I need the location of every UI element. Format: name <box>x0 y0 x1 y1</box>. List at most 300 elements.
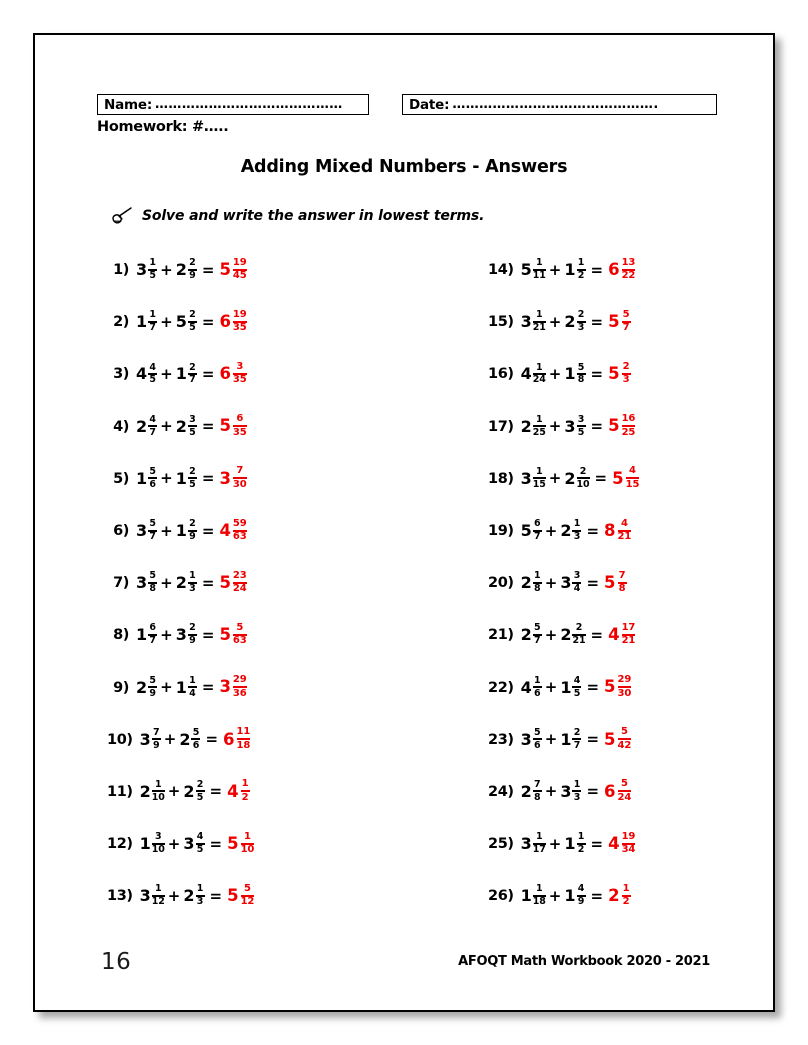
operand-b-whole: 3 <box>564 416 576 436</box>
problem-expression <box>521 467 641 491</box>
answer-whole: 8 <box>604 520 616 540</box>
fraction-denominator: 21 <box>532 322 546 334</box>
fraction-operand-a <box>533 884 546 907</box>
fraction-denominator: 6 <box>149 478 156 490</box>
fraction-numerator: 2 <box>189 309 196 321</box>
problem-expression <box>521 832 637 856</box>
fraction-denominator: 4 <box>573 583 581 595</box>
fraction-operand-b <box>188 415 197 438</box>
fraction-operand-a <box>533 780 542 803</box>
problem-expression <box>136 676 248 700</box>
fraction-numerator: 2 <box>622 360 630 372</box>
fraction-denominator: 3 <box>196 896 204 908</box>
fraction-numerator: 2 <box>196 779 204 790</box>
fraction-operand-b <box>188 258 197 281</box>
problem-row <box>488 714 777 766</box>
equals-operator: = <box>586 678 600 697</box>
answer-whole: 3 <box>219 468 231 488</box>
fraction-answer <box>626 466 640 490</box>
problem-expression <box>521 415 637 439</box>
fraction-operand-b <box>572 571 581 594</box>
fraction-answer <box>618 727 632 751</box>
fraction-numerator: 5 <box>622 308 630 320</box>
footer-note: AFOQT Math Workbook 2020 - 2021 <box>458 954 710 969</box>
answer-value <box>604 571 627 595</box>
instruction-text: Solve and write the answer in lowest terms. <box>142 208 485 224</box>
fraction-denominator: 2 <box>241 791 249 803</box>
operand-a-whole: 1 <box>139 834 151 854</box>
plus-operator: + <box>544 730 558 749</box>
fraction-denominator: 7 <box>149 322 156 334</box>
fraction-numerator: 29 <box>232 674 247 686</box>
date-label: Date: <box>409 96 450 113</box>
problem-number: 10) <box>107 731 133 748</box>
operand-b-whole: 2 <box>560 625 572 645</box>
fraction-numerator: 1 <box>573 518 581 530</box>
problem-expression <box>521 258 637 282</box>
fraction-numerator: 1 <box>536 413 543 425</box>
operand-a-whole: 3 <box>136 521 148 541</box>
fraction-denominator: 12 <box>240 896 255 908</box>
fraction-operand-a <box>152 884 165 907</box>
fraction-denominator: 8 <box>618 583 626 595</box>
problem-row <box>488 505 777 557</box>
instruction-row <box>111 207 484 225</box>
fraction-numerator: 2 <box>579 465 587 477</box>
operand-a-whole: 4 <box>136 364 148 384</box>
fraction-numerator: 4 <box>149 361 156 373</box>
problem-number: 22) <box>488 679 514 696</box>
fraction-operand-b <box>572 519 581 542</box>
equals-operator: = <box>590 260 604 279</box>
fraction-numerator: 3 <box>577 413 585 425</box>
fraction-denominator: 18 <box>532 896 546 908</box>
answer-whole: 4 <box>608 625 620 645</box>
fraction-operand-a <box>148 571 157 594</box>
problem-expression <box>521 728 633 752</box>
fraction-numerator: 2 <box>189 518 196 530</box>
equals-operator: = <box>201 364 215 383</box>
fraction-denominator: 2 <box>622 896 630 908</box>
operand-b-whole: 1 <box>175 521 187 541</box>
fraction-numerator: 1 <box>577 257 585 269</box>
plus-operator: + <box>160 364 173 383</box>
fraction-numerator: 7 <box>236 465 244 477</box>
answer-value <box>608 832 636 856</box>
operand-a-whole: 1 <box>136 468 148 488</box>
plus-operator: + <box>167 834 181 853</box>
operand-b-whole: 2 <box>560 521 572 541</box>
fraction-answer <box>233 258 247 282</box>
operand-a-whole: 2 <box>520 625 532 645</box>
problem-expression <box>136 310 248 334</box>
fraction-operand-b <box>196 832 205 855</box>
fraction-numerator: 2 <box>573 726 581 738</box>
problem-number: 19) <box>488 523 514 540</box>
answer-whole: 6 <box>604 781 616 801</box>
operand-b-whole: 5 <box>175 312 187 332</box>
fraction-denominator: 5 <box>189 478 196 490</box>
answer-value <box>604 728 632 752</box>
answer-value <box>608 362 631 386</box>
answer-value <box>219 571 247 595</box>
operand-b-whole: 2 <box>183 781 195 801</box>
fraction-operand-a <box>533 623 542 646</box>
fraction-operand-b <box>577 832 586 855</box>
fraction-numerator: 5 <box>620 726 628 738</box>
operand-a-whole: 3 <box>520 468 532 488</box>
problem-number: 20) <box>488 575 514 592</box>
fraction-denominator: 21 <box>621 635 636 647</box>
fraction-numerator: 4 <box>149 413 156 425</box>
operand-a-whole: 2 <box>139 781 151 801</box>
problem-expression <box>136 519 248 543</box>
answer-value <box>219 623 247 647</box>
problem-row <box>488 244 777 296</box>
fraction-numerator: 2 <box>189 361 196 373</box>
fraction-denominator: 3 <box>577 322 585 334</box>
fraction-denominator: 5 <box>196 791 204 803</box>
problem-expression <box>140 832 256 856</box>
problem-number: 8) <box>113 627 129 644</box>
fraction-denominator: 3 <box>189 583 196 595</box>
operand-a-whole: 3 <box>136 573 148 593</box>
fraction-numerator: 5 <box>620 778 628 790</box>
problem-row <box>107 296 406 348</box>
fraction-denominator: 2 <box>577 844 585 856</box>
operand-a-whole: 5 <box>520 521 532 541</box>
fraction-denominator: 24 <box>532 374 546 386</box>
answer-value <box>608 415 636 439</box>
problem-expression <box>136 415 248 439</box>
equals-operator: = <box>590 625 604 644</box>
fraction-numerator: 5 <box>243 882 251 894</box>
plus-operator: + <box>160 312 173 331</box>
fraction-operand-a <box>152 780 165 803</box>
fraction-denominator: 5 <box>189 426 196 438</box>
problem-row <box>488 766 777 818</box>
plus-operator: + <box>544 521 558 540</box>
problem-expression <box>521 623 637 647</box>
operand-a-whole: 1 <box>520 886 532 906</box>
operand-b-whole: 1 <box>564 260 576 280</box>
operand-a-whole: 3 <box>520 729 532 749</box>
problem-number: 16) <box>488 366 514 383</box>
fraction-denominator: 7 <box>533 531 541 543</box>
problem-expression <box>136 258 248 282</box>
fraction-operand-b <box>577 310 586 333</box>
answer-value <box>219 467 247 491</box>
operand-b-whole: 1 <box>564 886 576 906</box>
fraction-denominator: 9 <box>152 739 160 751</box>
header-fields <box>97 94 717 115</box>
fraction-operand-a <box>533 467 546 490</box>
name-field[interactable] <box>97 94 369 115</box>
pen-writing-icon <box>111 207 133 225</box>
problem-row <box>107 818 406 870</box>
answer-whole: 3 <box>219 677 231 697</box>
problem-row <box>107 662 406 714</box>
fraction-denominator: 5 <box>189 322 196 334</box>
fraction-numerator: 4 <box>577 883 585 895</box>
answer-whole: 5 <box>219 416 231 436</box>
fraction-numerator: 3 <box>189 413 196 425</box>
fraction-denominator: 35 <box>232 426 247 438</box>
problem-row <box>107 766 406 818</box>
operand-b-whole: 1 <box>175 468 187 488</box>
fraction-operand-a <box>148 415 157 438</box>
fraction-numerator: 7 <box>152 726 160 738</box>
fraction-numerator: 2 <box>189 257 196 269</box>
fraction-operand-b <box>188 623 197 646</box>
plus-operator: + <box>548 364 562 383</box>
fraction-operand-b <box>196 884 205 907</box>
answer-value <box>219 415 247 439</box>
answer-value <box>612 467 640 491</box>
fraction-denominator: 10 <box>240 844 255 856</box>
fraction-operand-b <box>577 884 586 907</box>
fraction-numerator: 4 <box>629 465 636 477</box>
answer-value <box>227 780 250 804</box>
answer-whole: 5 <box>227 886 239 906</box>
problem-row <box>488 662 777 714</box>
fraction-denominator: 7 <box>149 635 156 647</box>
fraction-denominator: 5 <box>149 374 156 386</box>
fraction-operand-a <box>533 363 546 386</box>
fraction-operand-a <box>533 728 542 751</box>
fraction-denominator: 7 <box>149 426 156 438</box>
fraction-operand-a <box>533 258 546 281</box>
answer-whole: 5 <box>219 259 231 279</box>
problem-number: 6) <box>113 523 129 540</box>
fraction-numerator: 1 <box>149 257 156 269</box>
fraction-denominator: 7 <box>189 374 196 386</box>
operand-b-whole: 3 <box>183 834 195 854</box>
fraction-numerator: 1 <box>536 465 543 477</box>
equals-operator: = <box>209 834 223 853</box>
fraction-denominator: 3 <box>573 791 581 803</box>
fraction-operand-a <box>148 363 157 386</box>
fraction-denominator: 30 <box>232 478 247 490</box>
date-dots: ………………………………………. <box>452 97 659 112</box>
plus-operator: + <box>548 417 562 436</box>
plus-operator: + <box>548 312 562 331</box>
fraction-denominator: 10 <box>576 478 590 490</box>
answer-value <box>223 728 251 752</box>
plus-operator: + <box>160 573 173 592</box>
fraction-numerator: 5 <box>149 570 156 582</box>
plus-operator: + <box>160 260 173 279</box>
operand-a-whole: 1 <box>136 625 148 645</box>
fraction-numerator: 1 <box>577 831 585 843</box>
answer-whole: 4 <box>608 833 620 853</box>
fraction-denominator: 9 <box>189 270 196 282</box>
answer-whole: 5 <box>608 416 620 436</box>
fraction-numerator: 1 <box>533 674 541 686</box>
homework-label: Homework: #….. <box>97 119 229 135</box>
operand-a-whole: 3 <box>136 260 148 280</box>
equals-operator: = <box>201 625 215 644</box>
fraction-numerator: 6 <box>533 518 541 530</box>
problem-expression <box>140 884 256 908</box>
fraction-numerator: 1 <box>196 883 204 895</box>
fraction-answer <box>618 571 627 595</box>
fraction-answer <box>233 466 247 490</box>
answer-whole: 5 <box>608 364 620 384</box>
fraction-operand-b <box>572 676 581 699</box>
equals-operator: = <box>201 469 215 488</box>
problem-row <box>107 505 406 557</box>
fraction-numerator: 7 <box>533 779 541 790</box>
fraction-denominator: 24 <box>617 791 632 803</box>
plus-operator: + <box>544 573 558 592</box>
operand-b-whole: 2 <box>564 312 576 332</box>
fraction-denominator: 45 <box>232 270 247 282</box>
fraction-answer <box>622 832 636 856</box>
fraction-numerator: 4 <box>573 674 581 686</box>
fraction-numerator: 7 <box>618 569 626 581</box>
operand-a-whole: 3 <box>139 729 151 749</box>
equals-operator: = <box>209 886 223 905</box>
fraction-numerator: 6 <box>149 622 156 634</box>
answer-value <box>219 676 247 700</box>
fraction-operand-b <box>577 415 586 438</box>
fraction-numerator: 3 <box>155 831 162 843</box>
problem-number: 18) <box>488 470 514 487</box>
fraction-operand-b <box>196 780 205 803</box>
operand-a-whole: 3 <box>139 886 151 906</box>
fraction-numerator: 1 <box>241 778 249 790</box>
problem-number: 26) <box>488 888 514 905</box>
fraction-numerator: 3 <box>573 570 581 582</box>
equals-operator: = <box>590 886 604 905</box>
problem-expression <box>140 728 252 752</box>
fraction-denominator: 63 <box>232 635 247 647</box>
fraction-operand-b <box>191 728 200 751</box>
equals-operator: = <box>590 312 604 331</box>
fraction-operand-b <box>572 623 585 646</box>
worksheet-page <box>33 33 775 1012</box>
fraction-denominator: 35 <box>232 322 247 334</box>
fraction-numerator: 1 <box>536 883 543 895</box>
fraction-denominator: 3 <box>573 531 581 543</box>
answer-value <box>219 310 247 334</box>
plus-operator: + <box>163 730 177 749</box>
fraction-denominator: 12 <box>151 896 165 908</box>
problem-row <box>107 348 406 400</box>
answer-whole: 4 <box>219 520 231 540</box>
operand-b-whole: 1 <box>175 677 187 697</box>
fraction-denominator: 18 <box>236 739 251 751</box>
fraction-numerator: 4 <box>196 831 204 843</box>
answer-value <box>604 676 632 700</box>
fraction-operand-b <box>188 467 197 490</box>
fraction-denominator: 2 <box>577 270 585 282</box>
answer-whole: 6 <box>223 729 235 749</box>
problem-row <box>488 401 777 453</box>
fraction-operand-b <box>188 310 197 333</box>
name-dots: …………………………………… <box>155 97 343 112</box>
fraction-numerator: 5 <box>533 622 541 634</box>
page-title: Adding Mixed Numbers - Answers <box>240 157 568 177</box>
plus-operator: + <box>544 678 558 697</box>
answer-value <box>608 884 631 908</box>
operand-b-whole: 1 <box>560 677 572 697</box>
fraction-operand-b <box>188 519 197 542</box>
fraction-operand-b <box>188 363 197 386</box>
fraction-answer <box>237 727 251 751</box>
page-number: 16 <box>101 949 132 975</box>
fraction-numerator: 2 <box>577 309 585 321</box>
fraction-numerator: 1 <box>155 779 162 790</box>
operand-a-whole: 2 <box>520 573 532 593</box>
plus-operator: + <box>160 678 173 697</box>
fraction-denominator: 21 <box>572 635 586 647</box>
fraction-answer <box>233 362 247 386</box>
problem-expression <box>136 623 248 647</box>
fraction-numerator: 5 <box>149 465 156 477</box>
equals-operator: = <box>201 312 215 331</box>
problem-number: 17) <box>488 418 514 435</box>
fraction-denominator: 9 <box>149 687 156 699</box>
equals-operator: = <box>209 782 223 801</box>
fraction-numerator: 5 <box>149 518 156 530</box>
fraction-denominator: 10 <box>151 791 165 803</box>
fraction-operand-a <box>533 310 546 333</box>
answer-whole: 5 <box>604 729 616 749</box>
fraction-operand-a <box>148 676 157 699</box>
fraction-operand-a <box>148 310 157 333</box>
problem-row <box>107 453 406 505</box>
fraction-numerator: 6 <box>236 413 244 425</box>
operand-b-whole: 3 <box>560 573 572 593</box>
fraction-answer <box>622 414 636 438</box>
answer-value <box>219 362 247 386</box>
fraction-numerator: 1 <box>189 674 196 686</box>
problem-row <box>107 609 406 661</box>
equals-operator: = <box>205 730 219 749</box>
problem-row <box>107 870 406 922</box>
fraction-denominator: 9 <box>189 531 196 543</box>
operand-a-whole: 1 <box>136 312 148 332</box>
operand-b-whole: 2 <box>564 468 576 488</box>
date-field[interactable] <box>402 94 717 115</box>
fraction-answer <box>622 258 636 282</box>
answer-whole: 6 <box>219 312 231 332</box>
problems-column-left <box>35 244 406 922</box>
operand-b-whole: 1 <box>560 729 572 749</box>
problem-expression <box>521 676 633 700</box>
fraction-numerator: 17 <box>621 621 636 633</box>
fraction-denominator: 5 <box>573 687 581 699</box>
fraction-operand-a <box>148 519 157 542</box>
answer-whole: 5 <box>219 625 231 645</box>
fraction-denominator: 6 <box>192 739 200 751</box>
answer-value <box>608 258 636 282</box>
fraction-operand-b <box>572 728 581 751</box>
fraction-denominator: 8 <box>533 791 541 803</box>
problem-number: 25) <box>488 836 514 853</box>
operand-b-whole: 3 <box>560 781 572 801</box>
answer-value <box>227 884 255 908</box>
problem-number: 9) <box>113 679 129 696</box>
fraction-numerator: 1 <box>573 779 581 790</box>
problem-number: 23) <box>488 731 514 748</box>
fraction-numerator: 5 <box>533 726 541 738</box>
problem-number: 12) <box>107 836 133 853</box>
fraction-answer <box>241 884 255 908</box>
answer-whole: 5 <box>604 677 616 697</box>
